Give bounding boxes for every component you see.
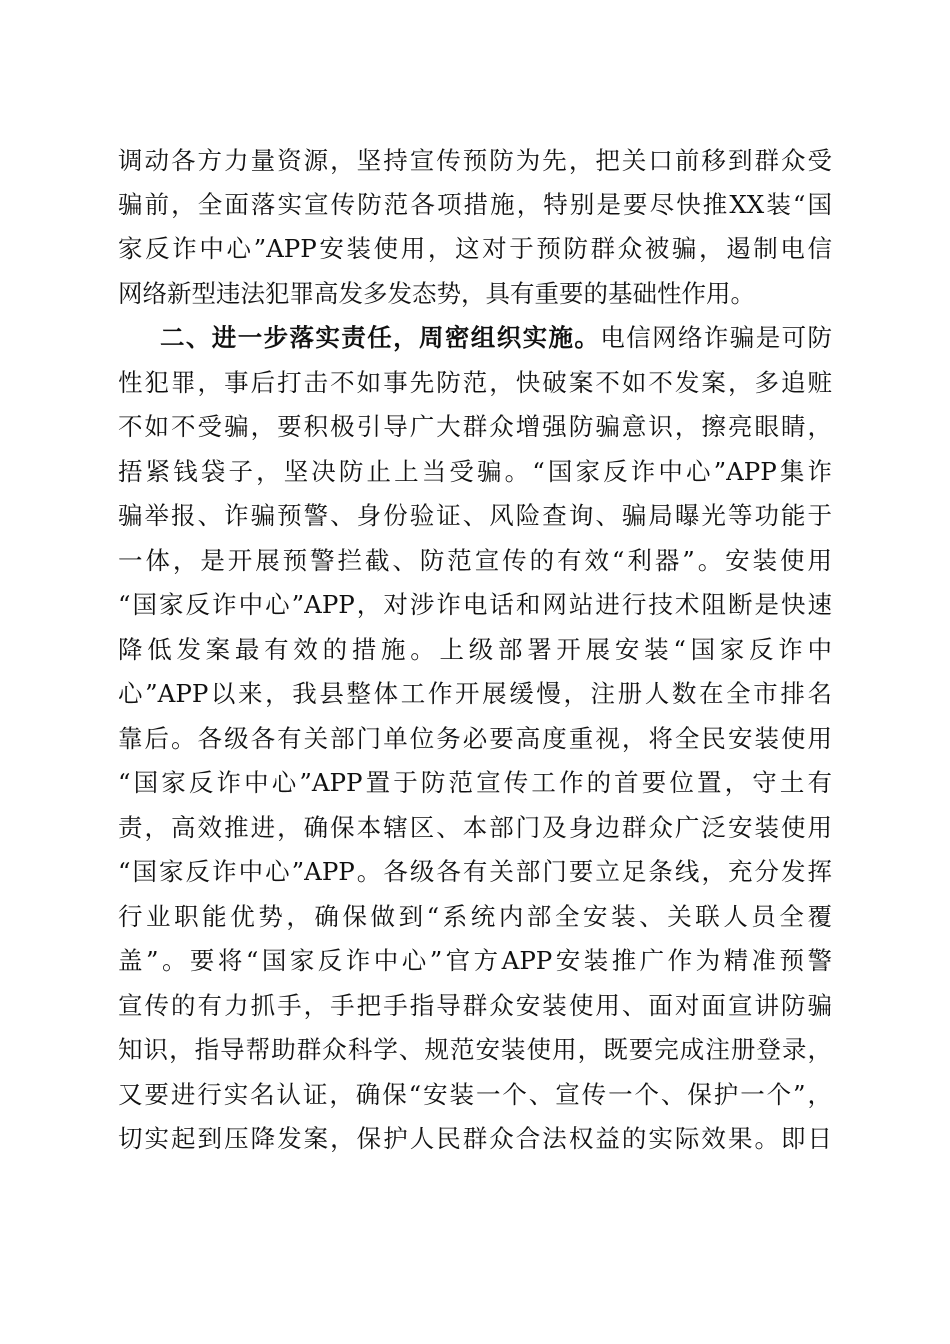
section-heading: 二、进一步落实责任，周密组织实施。 — [160, 323, 601, 352]
paragraph-line: 性犯罪，事后打击不如事先防范，快破案不如不发案，多追赃 — [118, 368, 832, 397]
section-first-line — [160, 323, 832, 353]
paragraph-line: 靠后。各级各有关部门单位务必要高度重视，将全民安装使用 — [118, 724, 832, 753]
paragraph-line: 行业职能优势，确保做到“系统内部全安装、关联人员全覆 — [118, 902, 832, 931]
paragraph-line: 心”APP以来，我县整体工作开展缓慢，注册人数在全市排名 — [118, 679, 832, 708]
paragraph-line: 宣传的有力抓手，手把手指导群众安装使用、面对面宣讲防骗 — [118, 991, 832, 1020]
paragraph-line: 骗前，全面落实宣传防范各项措施，特别是要尽快推XX装“国 — [118, 190, 832, 219]
paragraph-line: “国家反诈中心”APP置于防范宣传工作的首要位置，守土有 — [118, 768, 832, 797]
paragraph-line: 责，高效推进，确保本辖区、本部门及身边群众广泛安装使用 — [118, 813, 832, 842]
paragraph-line: 不如不受骗，要积极引导广大群众增强防骗意识，擦亮眼睛， — [118, 412, 832, 441]
paragraph-line: 切实起到压降发案，保护人民群众合法权益的实际效果。即日 — [118, 1124, 832, 1153]
paragraph-line: 知识，指导帮助群众科学、规范安装使用，既要完成注册登录， — [118, 1035, 832, 1064]
paragraph-line: 骗举报、诈骗预警、身份验证、风险查询、骗局曝光等功能于 — [118, 501, 832, 530]
paragraph-line: 又要进行实名认证，确保“安装一个、宣传一个、保护一个”， — [118, 1080, 832, 1109]
paragraph-line: 网络新型违法犯罪高发多发态势，具有重要的基础性作用。 — [118, 279, 755, 308]
paragraph-line: “国家反诈中心”APP。各级各有关部门要立足条线，充分发挥 — [118, 857, 832, 886]
paragraph-line: 盖”。要将“国家反诈中心”官方APP安装推广作为精准预警 — [118, 946, 832, 975]
paragraph-line: 家反诈中心”APP安装使用，这对于预防群众被骗，遏制电信 — [118, 234, 832, 263]
paragraph-line: “国家反诈中心”APP，对涉诈电话和网站进行技术阻断是快速 — [118, 590, 832, 619]
paragraph-line: 一体，是开展预警拦截、防范宣传的有效“利器”。安装使用 — [118, 546, 832, 575]
paragraph-line: 捂紧钱袋子，坚决防止上当受骗。“国家反诈中心”APP集诈 — [118, 457, 832, 486]
paragraph-line: 调动各方力量资源，坚持宣传预防为先，把关口前移到群众受 — [118, 146, 832, 175]
paragraph-line: 降低发案最有效的措施。上级部署开展安装“国家反诈中 — [118, 635, 832, 664]
section-first-line-text: 电信网络诈骗是可防 — [600, 323, 833, 352]
